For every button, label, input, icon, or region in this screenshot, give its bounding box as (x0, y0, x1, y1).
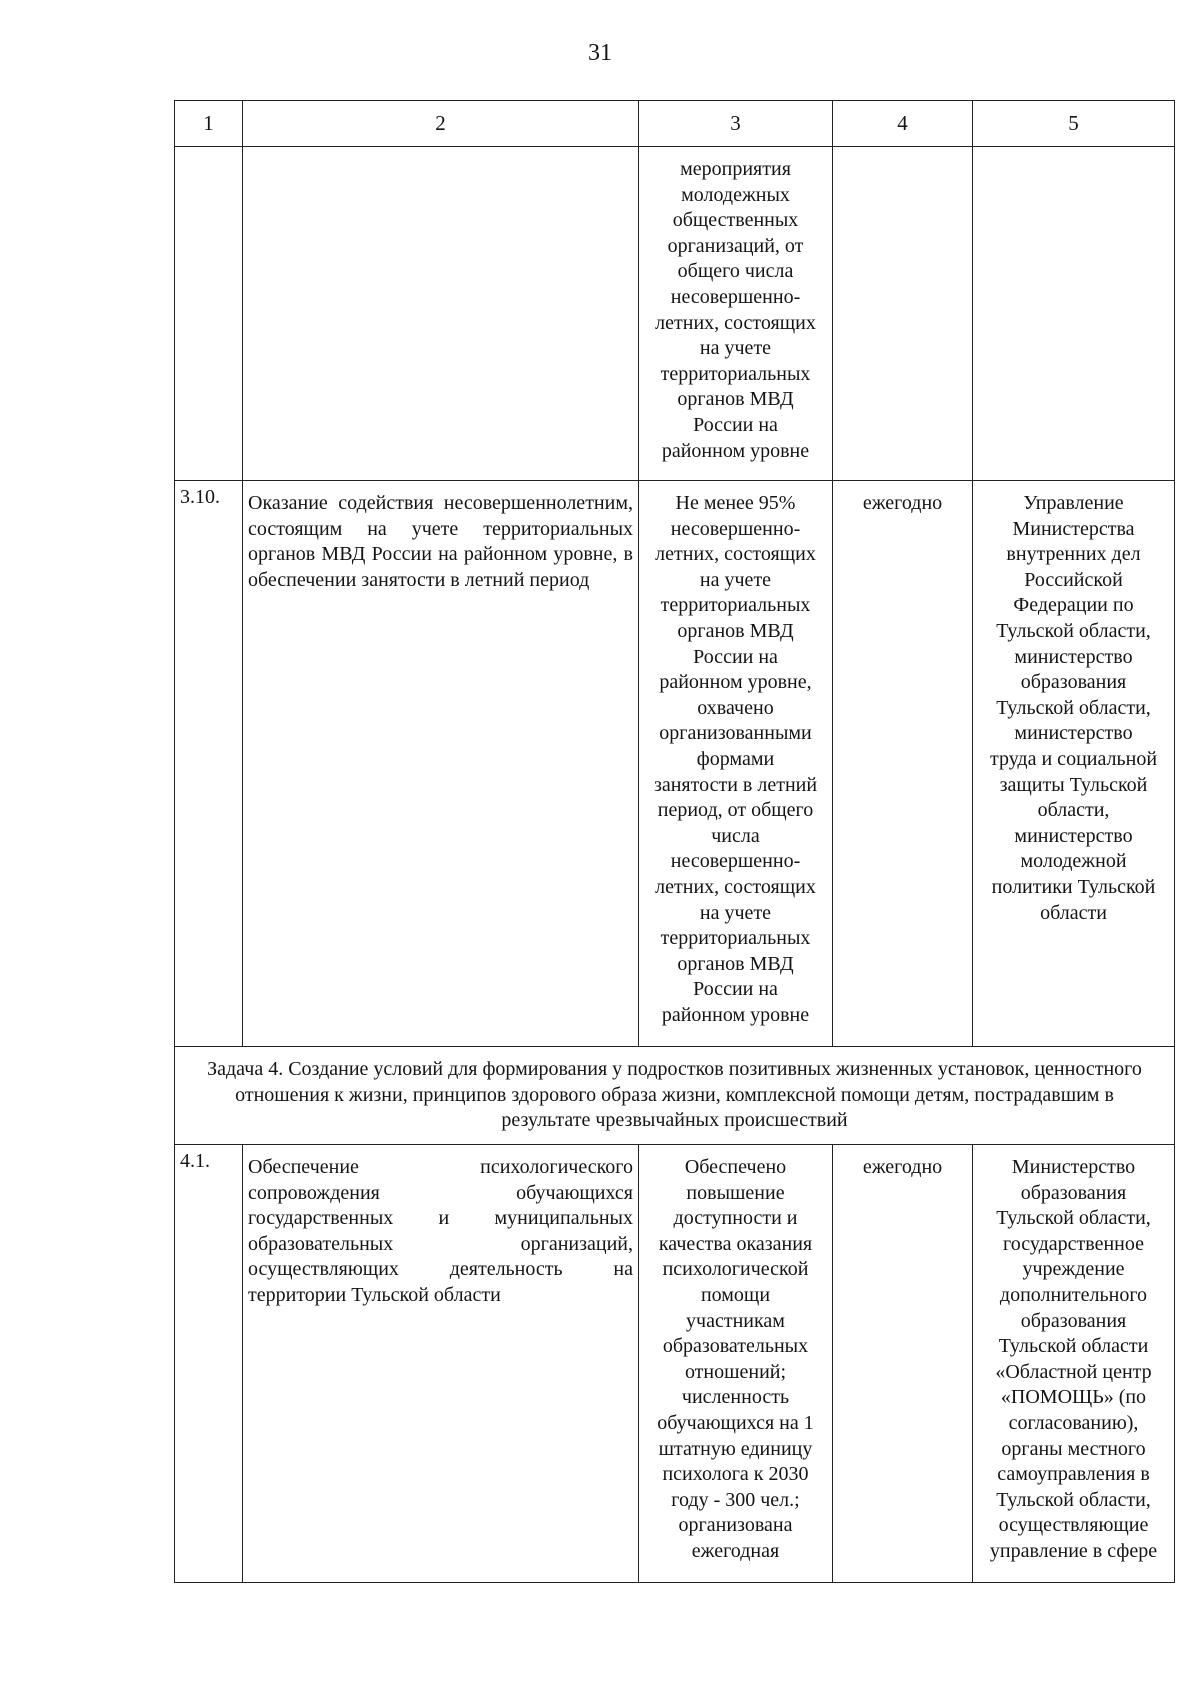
row-term: ежегодно (833, 1145, 973, 1583)
table-row-4-1 (175, 1145, 1175, 1583)
row-description: Обеспечение психологического сопровождения обучающихся государственных и муниципальных образовательных организаций, осуществляющих деятельность на территории Тульской области (243, 1145, 639, 1583)
row-indicator: Обеспечено повышение доступности и качества оказания психологической помощи участникам образовательных отношений; численность обучающихся на 1 штатную единицу психолога к 2030 году - 300 чел.; организована ежегодная (639, 1145, 833, 1583)
row-term: ежегодно (833, 481, 973, 1047)
measures-table (174, 100, 1175, 1583)
column-header-5: 5 (973, 101, 1175, 147)
column-header-2: 2 (243, 101, 639, 147)
table-row-3-10 (175, 481, 1175, 1047)
row-indicator: Не менее 95% несовершенно- летних, состоящих на учете территориальных органов МВД России на районном уровне, охвачено организованными формами занятости в летний период, от общего числа несовершенно- летних, состоящих на учете территориальных органов МВД России на районном уровне (639, 481, 833, 1047)
row-executors: Управление Министерства внутренних дел Российской Федерации по Тульской области, министерство образования Тульской области, министерство труда и социальной защиты Тульской области, министерство молодежной политики Тульской области (973, 481, 1175, 1047)
row-number: 4.1. (175, 1145, 243, 1583)
column-header-1: 1 (175, 101, 243, 147)
column-header-4: 4 (833, 101, 973, 147)
continuation-number-cell (175, 147, 243, 481)
row-description: Оказание содействия несовершеннолетним, состоящим на учете территориальных органов МВД России на районном уровне, в обеспечении занятости в летний период (243, 481, 639, 1047)
continuation-indicator-cell: мероприятия молодежных общественных организаций, от общего числа несовершенно- летних, состоящих на учете территориальных органов МВД России на районном уровне (639, 147, 833, 481)
table-row-continuation (175, 147, 1175, 481)
task-4-row (175, 1047, 1175, 1145)
continuation-description-cell (243, 147, 639, 481)
column-header-3: 3 (639, 101, 833, 147)
row-executors: Министерство образования Тульской области, государственное учреждение дополнительного образования Тульской области «Областной центр «ПОМОЩЬ» (по согласованию), органы местного самоуправления в Тульской области, осуществляющие управление в сфере (973, 1145, 1175, 1583)
continuation-term-cell (833, 147, 973, 481)
continuation-executors-cell (973, 147, 1175, 481)
page-number: 31 (588, 40, 612, 66)
table-header-row (175, 101, 1175, 147)
task-4-heading: Задача 4. Создание условий для формирования у подростков позитивных жизненных установок, ценностного отношения к жизни, принципов здорового образа жизни, комплексной помощи детям, пострадавшим в результате чрезвычайных происшествий (175, 1047, 1175, 1145)
row-number: 3.10. (175, 481, 243, 1047)
